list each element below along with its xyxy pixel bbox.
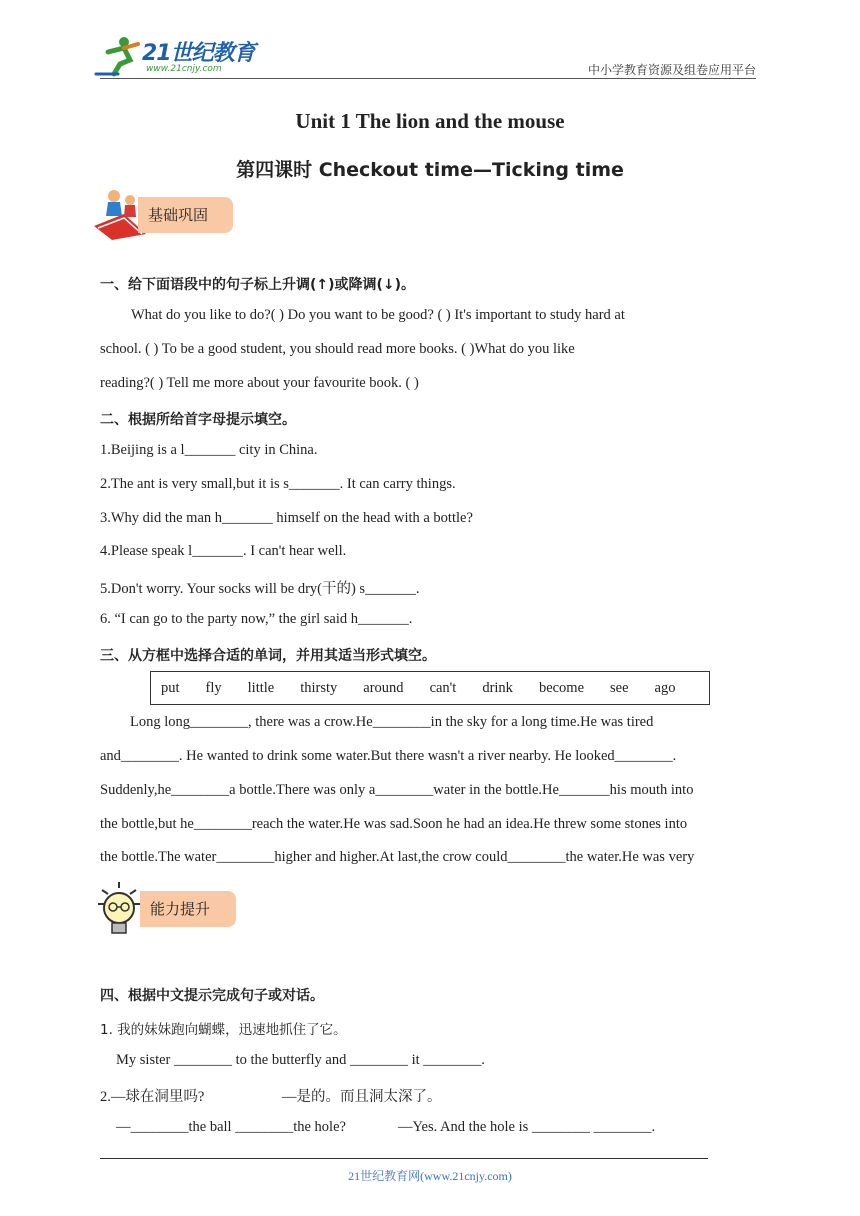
subtitle-text: 第四课时 Checkout time—Ticking time [236,159,624,181]
section3-heading: 三、从方框中选择合适的单词，并用其适当形式填空。 [100,648,436,664]
header-divider [100,78,756,79]
section2-item: 3.Why did the man h_______ himself on the head with a bottle? [100,510,473,526]
section1-heading: 一、给下面语段中的句子标上升调(↑)或降调(↓)。 [100,277,416,293]
word-option: can't [429,679,457,696]
q2-chinese-a: 2.—球在洞里吗? [100,1089,205,1105]
section1-line: school. ( ) To be a good student, you should read more books. ( )What do you like [100,341,575,357]
word-box [150,671,710,705]
passage-line: the bottle.The water________higher and higher.At last,the crow could________the water.He was very [100,849,695,865]
section1-line: What do you like to do?( ) Do you want to be good? ( ) It's important to study hard at [131,307,625,323]
passage-line: the bottle,but he________reach the water.He was sad.Soon he had an idea.He threw some stones into [100,816,688,832]
platform-label: 中小学教育资源及组卷应用平台 [587,63,756,77]
word-option: fly [205,679,222,696]
runner-logo-icon [94,34,144,78]
word-option: become [538,679,585,696]
logo [94,34,264,78]
word-option: little [247,679,275,696]
q2-chinese-b: —是的。而且洞太深了。 [282,1089,442,1105]
logo-url: www.21cnjy.com [146,64,222,74]
page-subtitle [0,155,860,182]
section2-item: 5.Don't worry. Your socks will be dry(干的) s_______. [100,581,420,597]
passage-line: and________. He wanted to drink some water.But there wasn't a river nearby. He looked________. [100,748,677,764]
badge-advanced: 能力提升 [140,891,236,927]
section2-heading: 二、根据所给首字母提示填空。 [100,412,296,428]
word-option: see [610,679,629,696]
passage-line: Long long________, there was a crow.He________in the sky for a long time.He was tired [130,714,654,730]
section4-heading: 四、根据中文提示完成句子或对话。 [100,988,324,1004]
word-option: ago [654,679,676,696]
passage-line: Suddenly,he________a bottle.There was only a________water in the bottle.He_______his mouth into [100,782,694,798]
section2-item: 4.Please speak l_______. I can't hear well. [100,543,347,559]
logo-text: 21世纪教育 [142,41,255,66]
q1-chinese: 1. 我的妹妹跑向蝴蝶，迅速地抓住了它。 [100,1022,347,1038]
word-option: thirsty [300,679,338,696]
footer-link[interactable]: 21世纪教育网(www.21cnjy.com) [348,1169,512,1183]
word-option: around [363,679,404,696]
section2-item: 2.The ant is very small,but it is s_______. It can carry things. [100,476,456,492]
word-option: put [161,679,180,696]
q1-english: My sister ________ to the butterfly and ________ it ________. [116,1052,485,1068]
word-option: drink [482,679,513,696]
section2-item: 1.Beijing is a l_______ city in China. [100,442,318,458]
lightbulb-icon [94,880,144,940]
section2-item: 6. “I can go to the party now,” the girl said h_______. [100,611,413,627]
q2-english-b: —Yes. And the hole is ________ ________. [398,1119,656,1135]
q2-english-a: —________the ball ________the hole? [116,1119,346,1135]
section1-line: reading?( ) Tell me more about your favourite book. ( ) [100,375,419,391]
badge-basic: 基础巩固 [138,197,233,233]
footer-divider [100,1158,708,1159]
page-title: Unit 1 The lion and the mouse [295,109,565,133]
